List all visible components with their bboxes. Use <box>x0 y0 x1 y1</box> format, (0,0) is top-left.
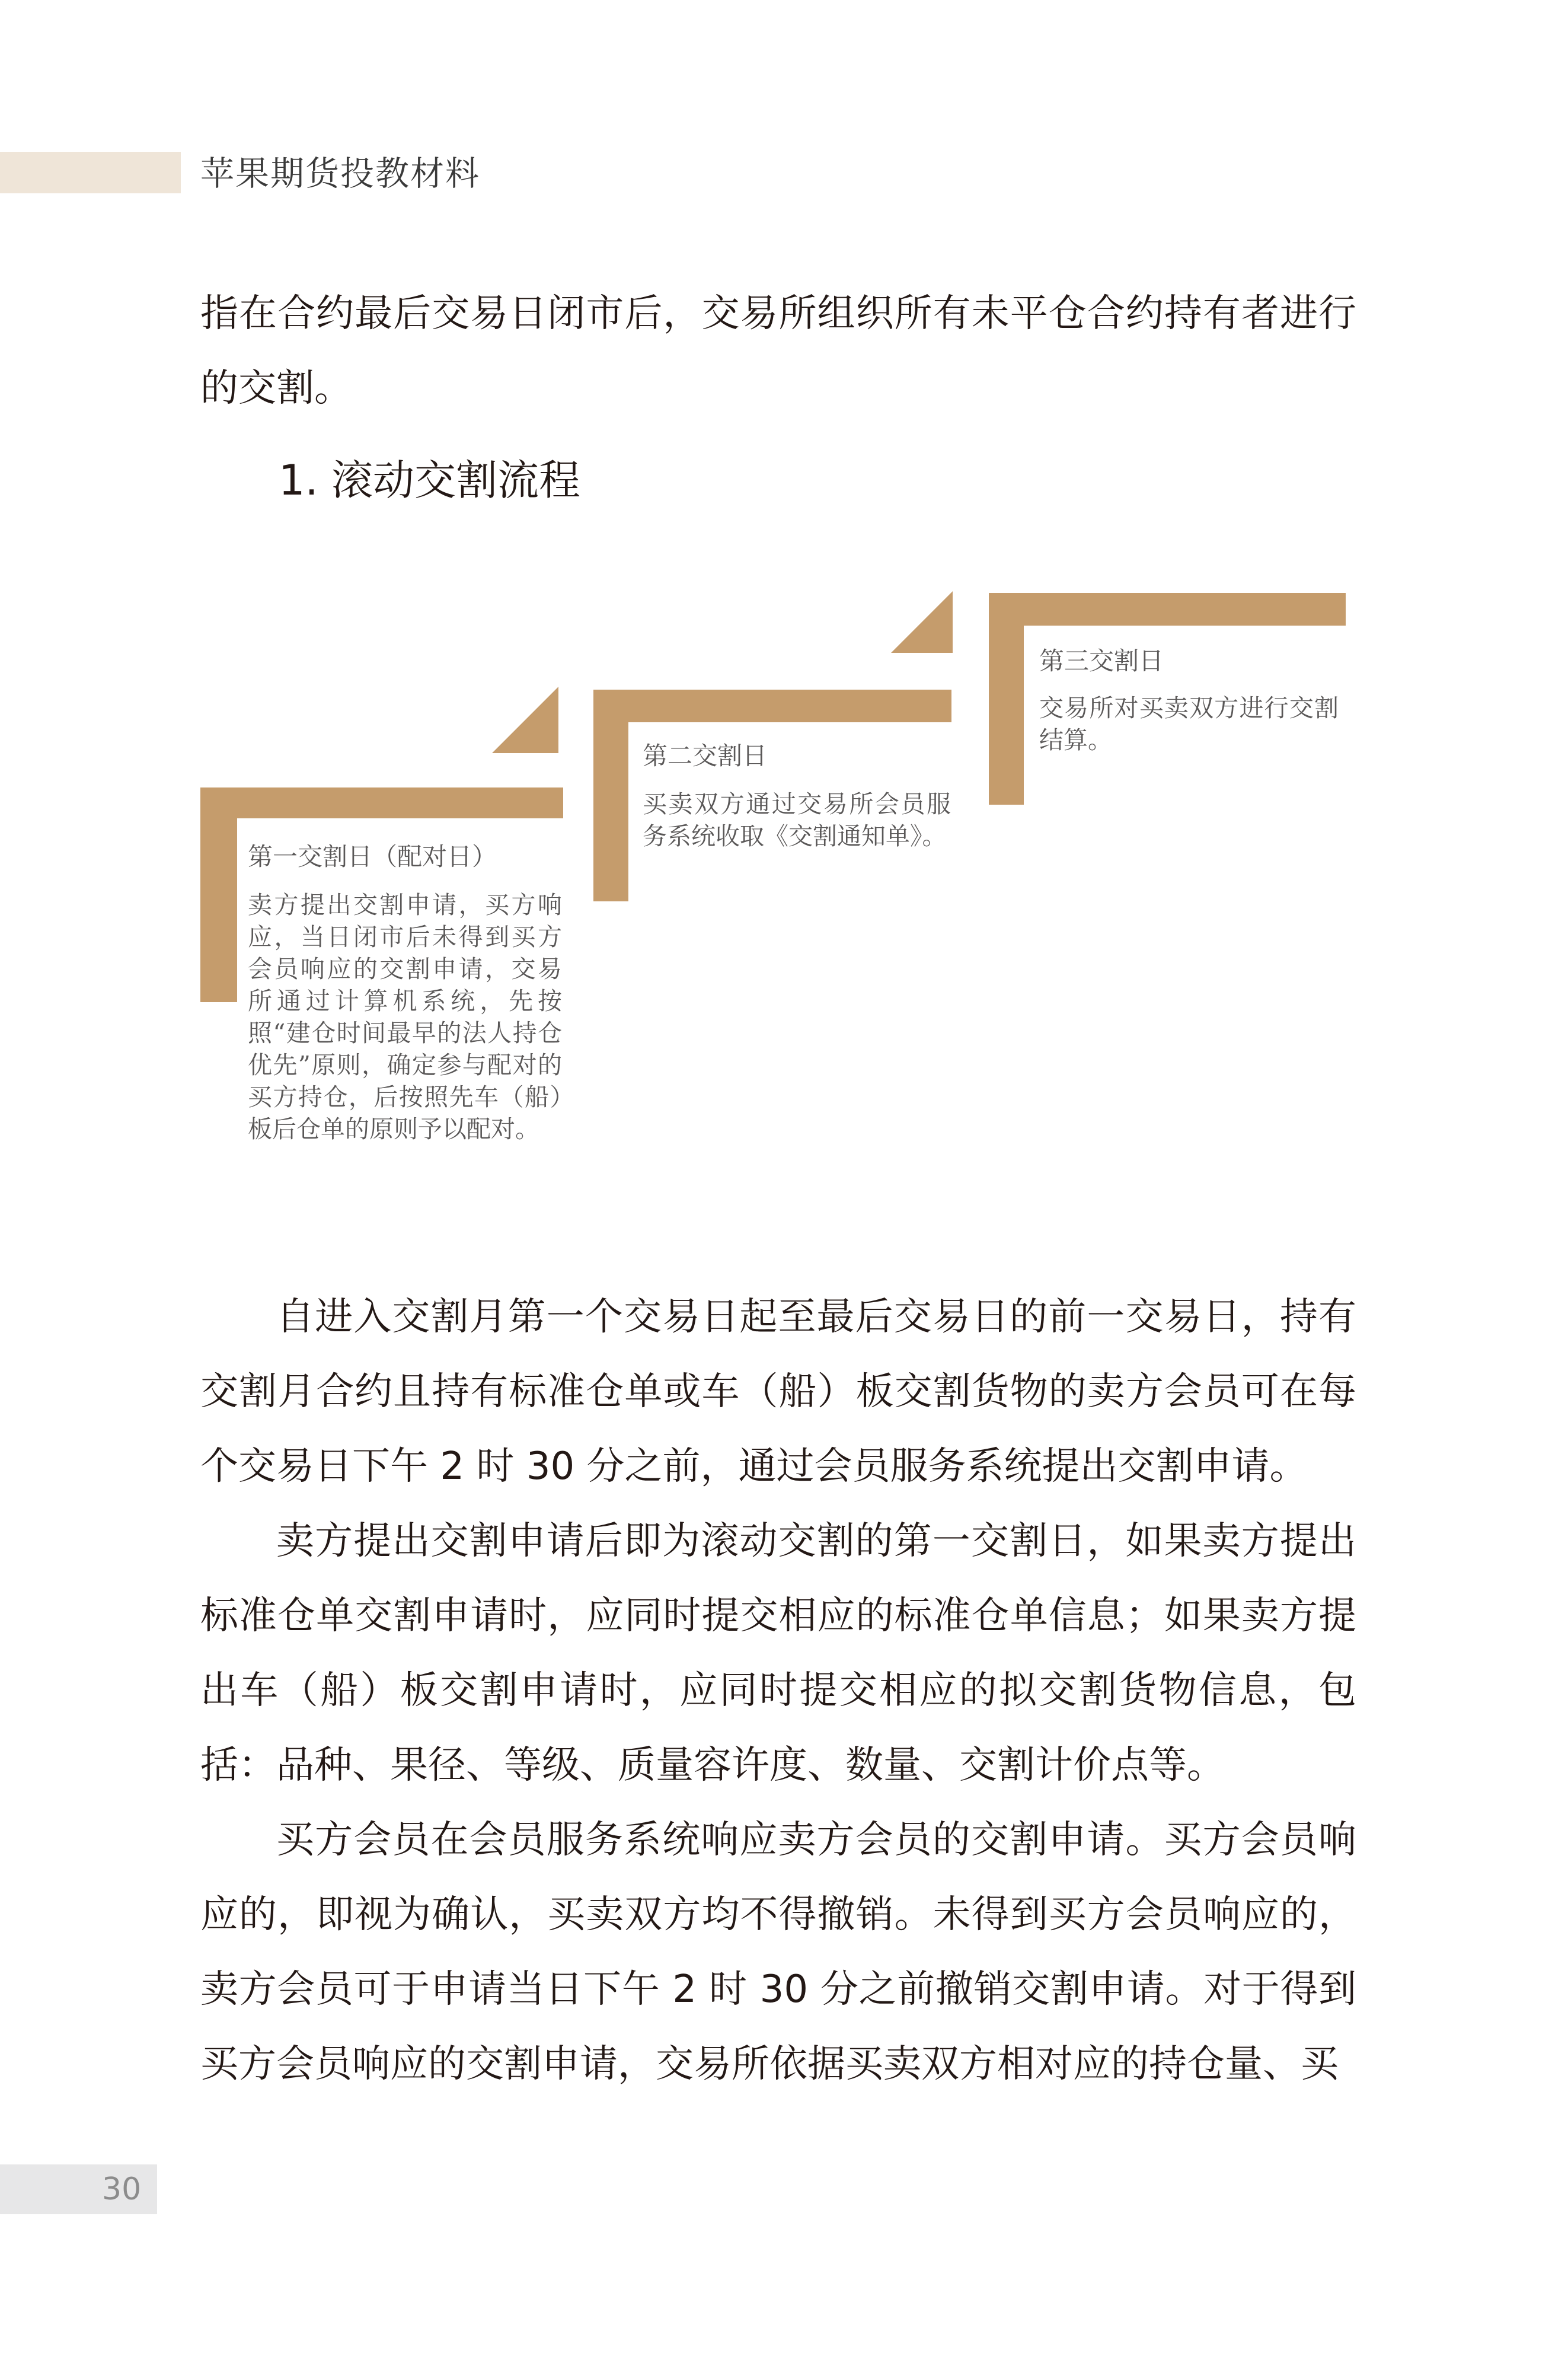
step-2-top-bar <box>593 690 951 722</box>
step-1-side-bar <box>200 787 237 1002</box>
step-1-desc: 卖方提出交割申请，买方响应，当日闭市后未得到买方会员响应的交割申请，交易所通过计算机系统，先按照“建仓时间最早的法人持仓优先”原则，确定参与配对的买方持仓，后按照先车（船）板后仓单的原则予以配对。 <box>248 891 562 1143</box>
step-3-desc: 交易所对买卖双方进行交割结算。 <box>1039 694 1339 754</box>
step-2-title: 第二交割日 <box>643 741 768 770</box>
intro-paragraph: 指在合约最后交易日闭市后，交易所组织所有未平仓合约持有者进行的交割。 <box>200 292 1356 410</box>
step-3-side-bar <box>989 593 1024 805</box>
body-paragraph-3: 买方会员在会员服务系统响应卖方会员的交割申请。买方会员响应的，即视为确认，买卖双方均不得撤销。未得到买方会员响应的，卖方会员可于申请当日下午 2 时 30 分之前撤销交割申请。对于得到买方会员响应的交割申请，交易所依据买卖双方相对应的持仓量、买 <box>200 1818 1356 2086</box>
step-2-side-bar <box>593 690 628 901</box>
step-2-desc: 买卖双方通过交易所会员服务系统收取《交割通知单》。 <box>643 790 951 850</box>
body-paragraph-1: 自进入交割月第一个交易日起至最后交易日的前一交易日，持有交割月合约且持有标准仓单或车（船）板交割货物的卖方会员可在每个交易日下午 2 时 30 分之前，通过会员服务系统提出交割申请。 <box>200 1295 1356 1488</box>
page-number: 30 <box>102 2172 142 2207</box>
header-accent-bar <box>0 152 181 193</box>
step-3-title: 第三交割日 <box>1039 646 1164 675</box>
step-1-arrow-icon <box>492 687 558 753</box>
step-1-title: 第一交割日（配对日） <box>248 842 497 871</box>
body-paragraph-2: 卖方提出交割申请后即为滚动交割的第一交割日，如果卖方提出标准仓单交割申请时，应同时提交相应的标准仓单信息；如果卖方提出车（船）板交割申请时，应同时提交相应的拟交割货物信息，包括：品种、果径、等级、质量容许度、数量、交割计价点等。 <box>200 1519 1356 1787</box>
step-2-arrow-icon <box>891 591 953 653</box>
section-heading: 1. 滚动交割流程 <box>279 456 581 505</box>
step-3-top-bar <box>989 593 1346 626</box>
step-1-top-bar <box>200 787 563 818</box>
header-title: 苹果期货投教材料 <box>200 154 480 193</box>
